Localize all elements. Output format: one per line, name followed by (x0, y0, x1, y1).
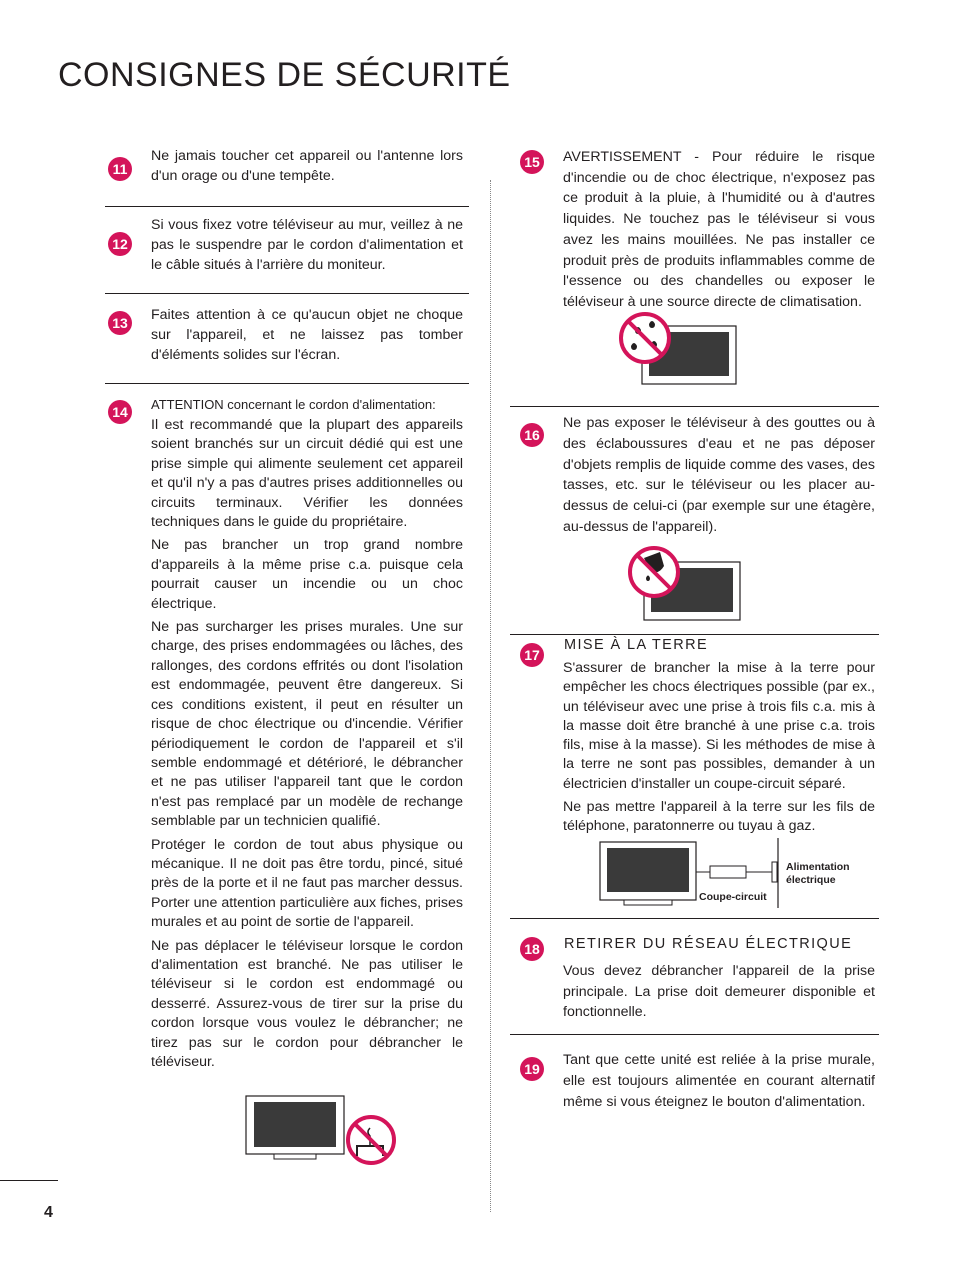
item-separator (105, 293, 469, 294)
item-number-badge: 15 (520, 150, 544, 174)
item-text: Vous devez débrancher l'appareil de la prise principale. La prise doit demeurer disponible et fonctionnelle. (563, 963, 875, 1021)
tv-cord-illustration (244, 1094, 400, 1166)
item-number-badge: 11 (108, 157, 132, 181)
page-title: CONSIGNES DE SÉCURITÉ (58, 56, 511, 94)
item-heading: ATTENTION concernant le cordon d'alimentation: (151, 397, 436, 412)
item-separator (510, 1034, 879, 1035)
item-text: Ne jamais toucher cet appareil ou l'antenne lors d'un orage ou d'une tempête. (151, 148, 463, 184)
item-paragraph: Ne pas surcharger les prises murales. Une sur charge, des prises endommagées ou lâches, des rallonges, des cordons effrités ou dont l'isolation est endommagée, peuvent être dangereux. Si ces conditions existent, il peut en résulter un risque de choc électrique ou d'incendie. Vérifier périodiquement le cordon de l'appareil et s'il semble endommagé et détérioré, le débrancher et ne pas utiliser l'appareil tant que le cordon n'est pas remplacé par un modèle de rechange semblable par un technicien qualifié. (151, 619, 463, 830)
item-text: Faites attention à ce qu'aucun objet ne choque sur l'appareil, et ne laissez pas tomber d'éléments solides sur l'écran. (151, 307, 463, 363)
page-number: 4 (44, 1204, 53, 1221)
item-number-badge: 12 (108, 232, 132, 256)
power-label-line1: Alimentation (786, 861, 850, 873)
item-number-badge: 16 (520, 423, 544, 447)
item-separator (510, 918, 879, 919)
item-text: Ne pas exposer le téléviseur à des gouttes ou à des éclaboussures d'eau et ne pas déposer d'objets remplis de liquide comme des vases, des tasses, etc. sur le téléviseur ou les placer au-dessus de celui-ci (par exemple sur une étagère, au-dessus de l'appareil). (563, 415, 875, 535)
item-text: AVERTISSEMENT - Pour réduire le risque d'incendie ou de choc électrique, n'exposez pas ce produit à la pluie, à l'humidité ou à d'autres liquides. Ne touchez pas le téléviseur si vous avez les mains mouillées. Ne pas installer ce produit près de produits inflammables comme de l'essence ou des chandelles ou exposer le téléviseur à une source directe de climatisation. (563, 149, 875, 310)
tv-no-liquid-illustration (615, 310, 739, 388)
safety-item-12 (151, 215, 463, 279)
item-paragraph: S'assurer de brancher la mise à la terre pour empêcher les chocs électriques possible (par ex., un téléviseur avec une prise à trois fils c.a. mis à la masse doit être branché à une prise c.a. trois fils, mise à la masse). Si les méthodes de mise à la terre ne sont pas possibles, demander à un électricien d'installer un coupe-circuit séparé. (563, 660, 875, 792)
grounding-diagram (598, 836, 868, 912)
section-heading: MISE À LA TERRE (564, 637, 709, 653)
item-text: Tant que cette unité est reliée à la prise murale, elle est toujours alimentée en courant alternatif même si vous éteignez le bouton d'alimentation. (563, 1052, 875, 1110)
safety-item-15 (563, 147, 875, 317)
item-paragraph: Ne pas mettre l'appareil à la terre sur les fils de téléphone, paratonnerre ou tuyau à gaz. (563, 799, 875, 835)
safety-item-16 (563, 413, 875, 542)
power-label-line2: électrique (786, 874, 836, 886)
safety-item-18 (563, 961, 875, 1027)
page-footer-rule (0, 1180, 58, 1181)
safety-item-13 (151, 305, 463, 369)
tv-no-vase-illustration (626, 544, 746, 624)
item-paragraph: Protéger le cordon de tout abus physique ou mécanique. Il ne doit pas être tordu, pincé, situé près de la porte et il ne faut pas marcher dessus. Porter une attention particulière aux fiches, prises murales et au point de sortie de l'appareil. (151, 836, 463, 931)
item-number-badge: 19 (520, 1057, 544, 1081)
item-separator (510, 406, 879, 407)
section-heading: RETIRER DU RÉSEAU ÉLECTRIQUE (564, 936, 853, 952)
item-separator (105, 383, 469, 384)
item-paragraph: Ne pas brancher un trop grand nombre d'appareils à la même prise c.a. puisque cela pourrait causer un incendie ou un choc électrique. (151, 537, 463, 612)
item-number-badge: 14 (108, 400, 132, 424)
safety-item-11 (151, 146, 463, 190)
item-text: Si vous fixez votre téléviseur au mur, veillez à ne pas le suspendre par le cordon d'alimentation et le câble situés à l'arrière du moniteur. (151, 217, 463, 273)
item-number-badge: 18 (520, 937, 544, 961)
item-paragraph: Il est recommandé que la plupart des appareils soient branchés sur un circuit dédié qui est une prise simple qui alimente seulement cet appareil et qu'il n'y a pas d'autres prises additionnelles ou circuits terminaux. Vérifier les données techniques dans le guide du propriétaire. (151, 417, 463, 531)
safety-item-14 (151, 395, 463, 1076)
safety-item-17 (563, 659, 875, 841)
item-number-badge: 13 (108, 311, 132, 335)
safety-item-19 (563, 1050, 875, 1116)
item-separator (105, 206, 469, 207)
breaker-label: Coupe-circuit (699, 891, 767, 903)
item-paragraph: Ne pas déplacer le téléviseur lorsque le cordon d'alimentation est branché. Ne pas utiliser le téléviseur si le cordon est endommagé ou desserré. Assurez-vous de tirer sur la prise du cordon lorsque vous voulez le débrancher; ne tirez pas sur le cordon pour débrancher le téléviseur. (151, 937, 463, 1070)
item-separator (510, 634, 879, 635)
item-number-badge: 17 (520, 643, 544, 667)
column-divider (490, 180, 491, 1212)
